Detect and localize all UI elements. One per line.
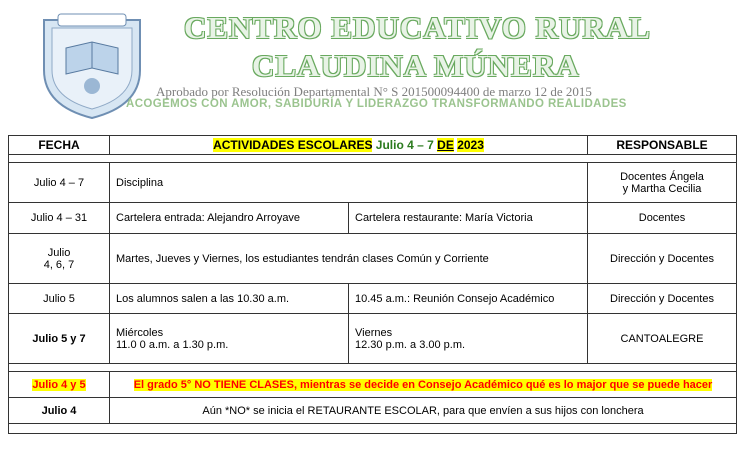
row-notice: Aún *NO* se inicia el RETAURANTE ESCOLAR, para que envíen a sus hijos con lonchera (110, 398, 737, 424)
table-row (9, 234, 737, 284)
row-activity-b: Cartelera restaurante: María Victoria (349, 203, 588, 234)
row-activity-a: Los alumnos salen a las 10.30 a.m. (110, 284, 349, 314)
table-row (9, 284, 737, 314)
header-activities-prefix: ACTIVIDADES ESCOLARES (213, 138, 373, 152)
row-activity: Martes, Jueves y Viernes, los estudiantes tendrán clases Común y Corriente (110, 234, 588, 284)
notice-highlight: El grado 5° NO TIENE CLASES, mientras se decide en Consejo Académico qué es lo major que se puede hacer (133, 378, 713, 391)
row-date (9, 234, 110, 284)
activity-a-line2: 11.0 0 a.m. a 1.30 p.m. (116, 338, 229, 351)
header-activities-date: Julio 4 – 7 (375, 138, 434, 152)
row-responsible: CANTOALEGRE (588, 314, 737, 364)
header-activities (110, 136, 588, 155)
date-line2: 4, 6, 7 (43, 258, 75, 271)
row-activity: Disciplina (110, 163, 588, 203)
header-activities-de: DE (437, 138, 454, 152)
approval-resolution: Aprobado por Resolución Departamental N° S 201500094400 de marzo 12 de 2015 (156, 84, 592, 99)
row-date: Julio 5 y 7 (9, 314, 110, 364)
school-motto: ACOGEMOS CON AMOR, SABIDURÍA Y LIDERAZGO TRANSFORMANDO REALIDADES (126, 98, 627, 110)
row-date: Julio 4 – 31 (9, 203, 110, 234)
row-responsible: Dirección y Docentes (588, 284, 737, 314)
row-date: Julio 4 – 7 (9, 163, 110, 203)
activity-b-line1: Viernes (355, 326, 393, 339)
spacer-row (9, 424, 737, 434)
row-date (9, 372, 110, 398)
row-activity-b: 10.45 a.m.: Reunión Consejo Académico (349, 284, 588, 314)
activity-a-line1: Miércoles (116, 326, 164, 339)
school-title-line2: CLAUDINA MÚNERA (252, 48, 580, 83)
date-line1: Julio (47, 246, 71, 259)
responsible-line2: y Martha Cecilia (622, 182, 702, 195)
table-row (9, 372, 737, 398)
spacer-row (9, 155, 737, 163)
table-row (9, 203, 737, 234)
row-activity-b (349, 314, 588, 364)
row-responsible (588, 163, 737, 203)
header-responsable: RESPONSABLE (588, 136, 737, 155)
row-date: Julio 4 (9, 398, 110, 424)
activities-schedule-table (8, 135, 737, 434)
spacer-row (9, 364, 737, 372)
table-row (9, 398, 737, 424)
table-header-row (9, 136, 737, 155)
row-notice (110, 372, 737, 398)
row-activity-a (110, 314, 349, 364)
table-row (9, 163, 737, 203)
responsible-line1: Docentes Ángela (620, 170, 704, 183)
row-date: Julio 5 (9, 284, 110, 314)
activity-b-line2: 12.30 p.m. a 3.00 p.m. (355, 338, 466, 351)
row-responsible: Docentes (588, 203, 737, 234)
school-title-line1: CENTRO EDUCATIVO RURAL (184, 10, 651, 45)
table-row (9, 314, 737, 364)
page-header (0, 0, 746, 125)
header-activities-year: 2023 (457, 138, 484, 152)
row-responsible: Dirección y Docentes (588, 234, 737, 284)
row-activity-a: Cartelera entrada: Alejandro Arroyave (110, 203, 349, 234)
header-fecha: FECHA (9, 136, 110, 155)
date-highlight: Julio 4 y 5 (32, 378, 86, 391)
